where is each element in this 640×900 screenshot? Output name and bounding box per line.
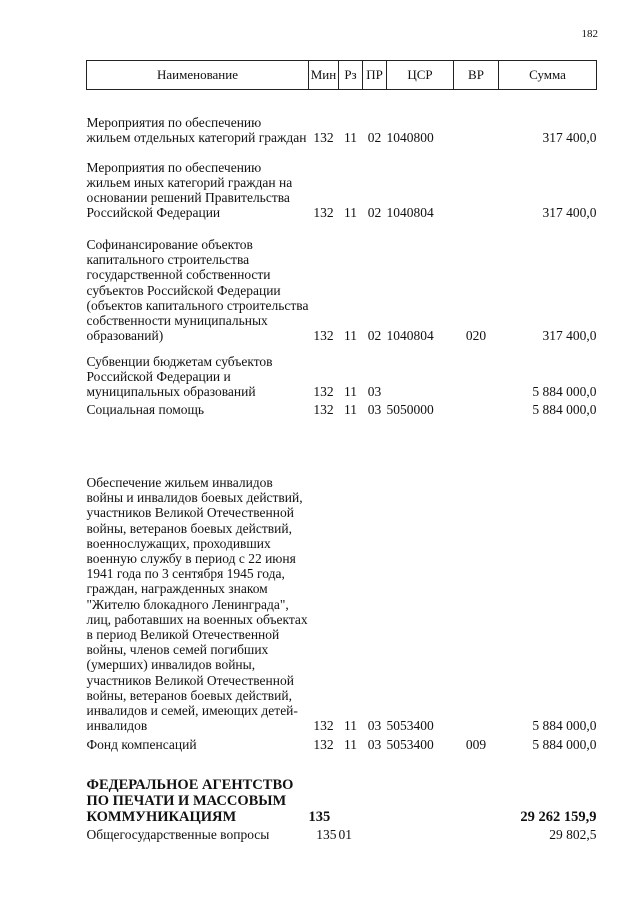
table-row	[87, 221, 597, 344]
row-csr: 1040804	[386, 328, 434, 344]
table-row	[87, 146, 597, 221]
row-name: Общегосударственные вопросы	[86, 827, 270, 843]
row-pr: 03	[367, 718, 382, 734]
page-number: 182	[581, 28, 598, 40]
row-vr	[454, 400, 499, 418]
table-row	[87, 734, 597, 753]
section-sum: 29 262 159,9	[520, 808, 597, 825]
row-vr: 009	[465, 737, 487, 753]
row-rz: 11	[344, 718, 357, 734]
header-rz: Рз	[339, 61, 363, 90]
row-vr	[454, 418, 499, 734]
row-pr: 02	[367, 328, 382, 344]
row-vr	[454, 90, 499, 146]
row-csr	[387, 825, 454, 843]
row-name: Мероприятия по обеспечению жильем иных категорий граждан на основании решений Правительства Российской Федерации	[86, 159, 293, 221]
header-csr: ЦСР	[387, 61, 454, 90]
row-pr: 02	[367, 130, 382, 146]
row-rz: 11	[344, 402, 357, 418]
row-pr: 03	[367, 402, 382, 418]
table-row-section	[87, 753, 597, 825]
row-min: 132	[313, 205, 334, 221]
row-csr: 1040800	[386, 130, 434, 146]
row-rz: 11	[344, 737, 357, 753]
row-min: 132	[313, 328, 334, 344]
row-name: Фонд компенсаций	[86, 737, 197, 753]
row-sum: 317 400,0	[542, 205, 597, 221]
table-row	[87, 344, 597, 400]
row-vr	[454, 146, 499, 221]
row-min: 135	[316, 827, 337, 843]
row-min: 132	[313, 737, 334, 753]
row-sum: 5 884 000,0	[532, 718, 597, 734]
row-vr: 020	[465, 328, 487, 344]
row-min: 132	[313, 402, 334, 418]
row-sum: 5 884 000,0	[532, 402, 597, 418]
row-csr: 5050000	[386, 402, 434, 418]
row-vr	[454, 344, 499, 400]
header-vr: ВР	[454, 61, 499, 90]
row-sum: 5 884 000,0	[532, 737, 597, 753]
row-csr: 5053400	[386, 737, 434, 753]
section-csr	[387, 753, 454, 825]
row-min: 132	[313, 130, 334, 146]
row-sum: 317 400,0	[542, 130, 597, 146]
row-name: Субвенции бюджетам субъектов Российской Федерации и муниципальных образований	[86, 353, 273, 400]
row-name: Софинансирование объектов капитального строительства государственной собственности субъектов Российской Федерации (объектов капитального строительства собственности муниципальных образований)	[86, 237, 309, 344]
section-vr	[454, 753, 499, 825]
header-min: Мин	[309, 61, 339, 90]
row-min: 132	[313, 718, 334, 734]
row-vr	[454, 825, 499, 843]
row-rz: 11	[344, 205, 357, 221]
row-csr	[387, 344, 454, 400]
table-row	[87, 90, 597, 146]
row-name: Социальная помощь	[86, 402, 205, 418]
header-name: Наименование	[87, 61, 309, 90]
row-sum: 5 884 000,0	[532, 384, 597, 400]
row-pr: 03	[367, 384, 382, 400]
row-rz: 11	[344, 384, 357, 400]
row-csr: 1040804	[386, 205, 434, 221]
row-pr: 03	[367, 737, 382, 753]
budget-table	[86, 60, 597, 843]
row-name: Мероприятия по обеспечению жильем отдельных категорий граждан	[86, 115, 307, 146]
row-pr: 02	[367, 205, 382, 221]
table-row	[87, 825, 597, 843]
row-pr	[363, 825, 387, 843]
table-header-row	[87, 61, 597, 90]
row-sum: 29 802,5	[549, 827, 597, 843]
table-row	[87, 400, 597, 418]
row-rz: 11	[344, 328, 357, 344]
row-min: 132	[313, 384, 334, 400]
section-pr	[363, 753, 387, 825]
row-rz: 01	[338, 827, 352, 843]
header-sum: Сумма	[499, 61, 597, 90]
header-pr: ПР	[363, 61, 387, 90]
row-csr: 5053400	[386, 718, 434, 734]
table-row	[87, 418, 597, 734]
row-sum: 317 400,0	[542, 328, 597, 344]
section-min: 135	[308, 808, 331, 825]
row-rz: 11	[344, 130, 357, 146]
section-name: ФЕДЕРАЛЬНОЕ АГЕНТСТВО ПО ПЕЧАТИ И МАССОВЫМ КОММУНИКАЦИЯМ	[86, 776, 294, 825]
row-name: Обеспечение жильем инвалидов войны и инвалидов боевых действий, участников Великой Отечественной войны, ветеранов боевых действий, военнослужащих, проходивших военную службу в период с 22 июня 1941 года по 3 сентября 1945 года, граждан, награжденных знаком "Жителю блокадного Ленинграда", лиц, работавших на военных объектах в период Великой Отечественной войны, членов семей погибших (умерших) инвалидов войны, участников Великой Отечественной войны, ветеранов боевых действий, инвалидов и семей, имеющих детей-инвалидов	[86, 475, 308, 734]
section-rz	[339, 753, 363, 825]
